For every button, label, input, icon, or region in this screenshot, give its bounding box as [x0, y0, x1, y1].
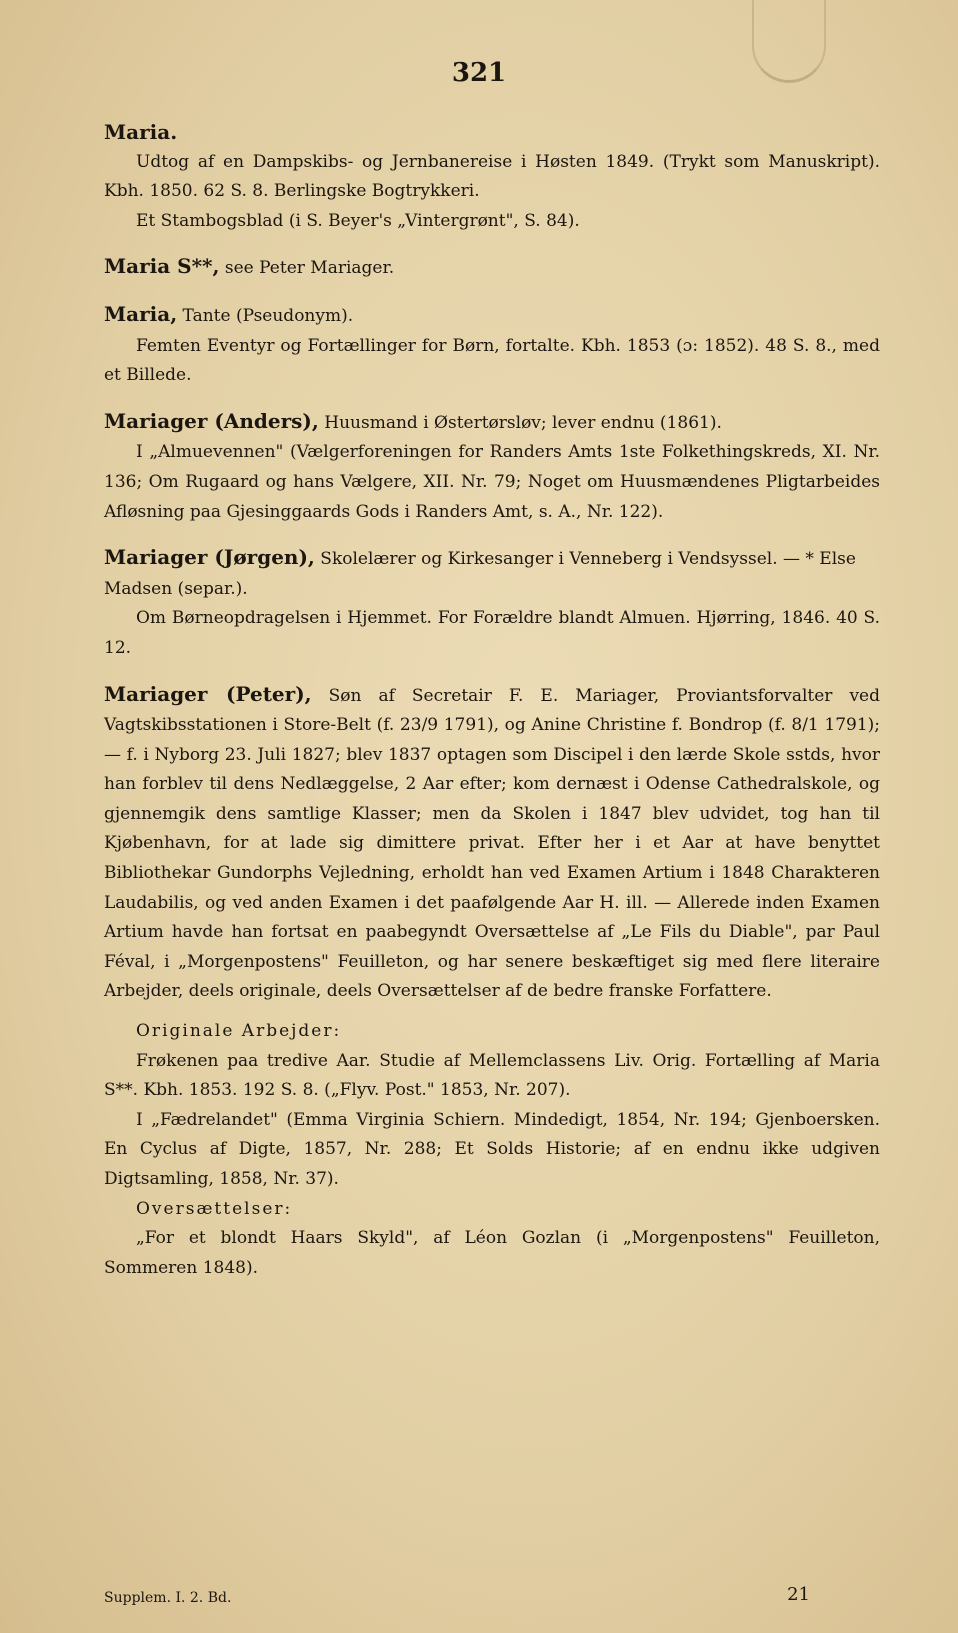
footer-sheet-number: 21	[787, 1584, 810, 1605]
entry-heading: Mariager (Anders),	[104, 408, 319, 433]
entry-mariager-peter	[104, 680, 880, 1008]
entry-heading: Maria S**,	[104, 254, 220, 279]
work-item: I „Fædrelandet" (Emma Virginia Schiern. Mindedigt, 1854, Nr. 194; Gjenboersken. En Cyclus af Digte, 1857, Nr. 288; Et Solds Historie; af en endnu ikke udgiven Digtsamling, 1858, Nr. 37).	[104, 1109, 880, 1189]
translations-header: Oversættelser:	[136, 1198, 293, 1219]
entry-heading: Maria,	[104, 301, 178, 326]
entry-mariager-jorgen	[104, 543, 880, 663]
page-footer	[104, 1584, 880, 1606]
entry-line: Udtog af en Dampskibs- og Jernbanereise i Høsten 1849. (Trykt som Manuskript). Kbh. 1850. 62 S. 8. Berlingske Bogtrykkeri.	[104, 151, 880, 202]
entry-line: Femten Eventyr og Fortællinger for Børn, fortalte. Kbh. 1853 (ɔ: 1852). 48 S. 8., med et Billede.	[104, 335, 880, 386]
entry-mariager-anders	[104, 407, 880, 527]
entry-body	[104, 680, 880, 1008]
work-item: „For et blondt Haars Skyld", af Léon Gozlan (i „Morgenpostens" Feuilleton, Sommeren 1848).	[104, 1228, 880, 1278]
entry-maria-tante	[104, 300, 880, 391]
entry-heading: Maria.	[104, 120, 178, 144]
entry-subtitle: Tante (Pseudonym).	[177, 305, 354, 326]
entry-line: Et Stambogsblad (i S. Beyer's „Vintergrønt", S. 84).	[136, 210, 580, 231]
entry-subtitle: Huusmand i Østertørsløv; lever endnu (1861).	[318, 412, 722, 433]
page-content	[104, 118, 880, 1293]
entry-subtitle: see Peter Mariager.	[219, 258, 395, 279]
footer-signature: Supplem. I. 2. Bd.	[104, 1590, 232, 1606]
work-item: Frøkenen paa tredive Aar. Studie af Mellemclassens Liv. Orig. Fortælling af Maria S**. Kbh. 1853. 192 S. 8. („Flyv. Post." 1853, Nr. 207).	[104, 1050, 880, 1101]
originals-header: Originale Arbejder:	[136, 1021, 342, 1042]
entry-maria	[104, 118, 880, 236]
page-number: 321	[451, 58, 507, 88]
entry-line: Om Børneopdragelsen i Hjemmet. For Forældre blandt Almuen. Hjørring, 1846. 40 S. 12.	[104, 608, 880, 658]
works-section	[104, 1017, 880, 1283]
entry-heading: Mariager (Peter),	[104, 681, 312, 706]
entry-maria-s	[104, 252, 880, 284]
entry-heading: Mariager (Jørgen),	[104, 545, 315, 570]
entry-line: I „Almuevennen" (Vælgerforeningen for Randers Amts 1ste Folkethingskreds, XI. Nr. 136; Om Rugaard og hans Vælgere, XII. Nr. 79; Noget om Huusmændenes Pligtarbeides Afløsning paa Gjesinggaards Gods i Randers Amt, s. A., Nr. 122).	[104, 442, 880, 522]
entry-subtitle: Skolelærer og Kirkesanger i Venneberg i Vendsyssel. — * Else Madsen (separ.).	[104, 549, 856, 599]
entry-biography: Søn af Secretair F. E. Mariager, Proviantsforvalter ved Vagtskibsstationen i Store-Belt (f. 23/9 1791), og Anine Christine f. Bondrop (f. 8/1 1791); — f. i Nyborg 23. Juli 1827; blev 1837 optagen som Discipel i den lærde Skole sstds, hvor han forblev til dens Nedlæggelse, 2 Aar efter; kom dernæst i Odense Cathedralskole, og gjennemgik dens samtlige Klasser; men da Skolen i 1847 blev udvidet, tog han til Kjøbenhavn, for at lade sig dimittere privat. Efter her i et Aar at have benyttet Bibliothekar Gundorphs Vejledning, erholdt han ved Examen Artium i 1848 Charakteren Laudabilis, og ved anden Examen i det paafølgende Aar H. ill. — Allerede inden Examen Artium havde han fortsat en paabegyndt Oversættelse af „Le Fils du Diable", par Paul Féval, i „Morgenpostens" Feuilleton, og har senere beskæftiget sig med flere literaire Arbejder, deels originale, deels Oversættelser af de bedre franske Forfattere.	[104, 685, 880, 1002]
